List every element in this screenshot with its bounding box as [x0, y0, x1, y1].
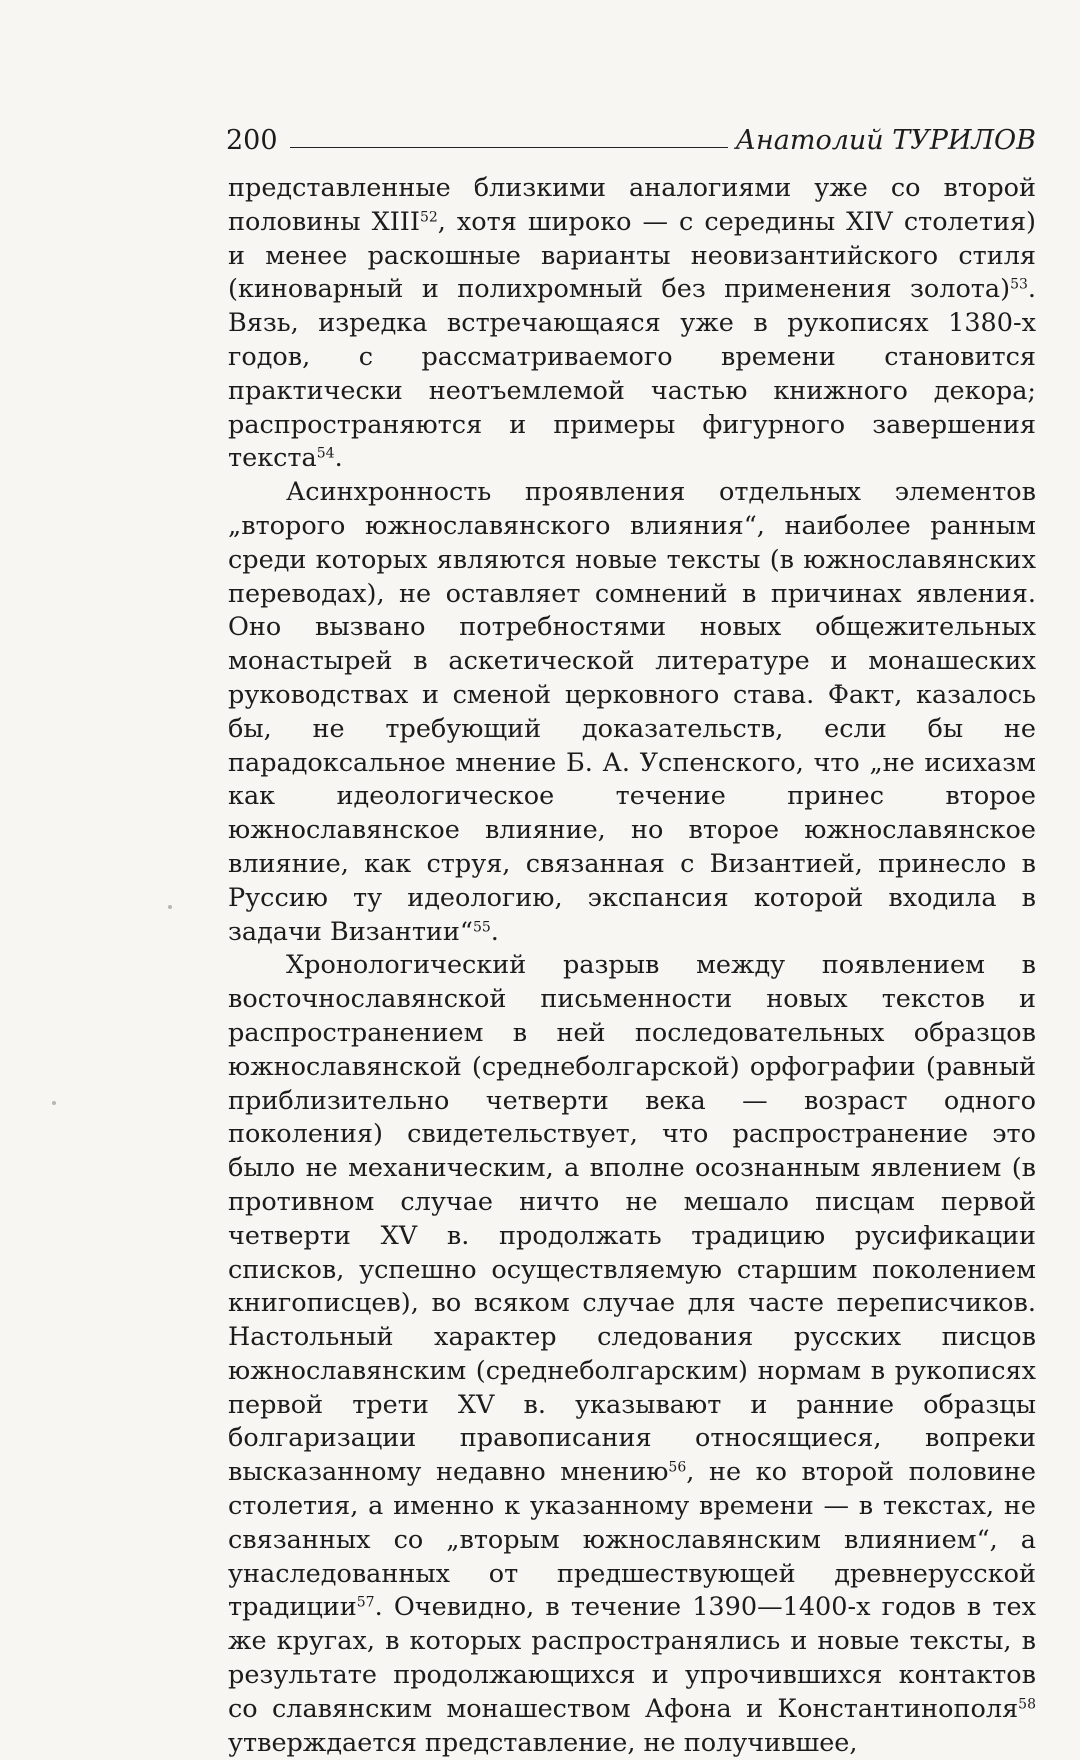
- scan-speck: [168, 905, 172, 909]
- text-run: Хронологический разрыв между появлением в восточнославянской письменности новых текстов и распространением в ней последовательных образцов южнославянской (среднеболгарской) орфографии (равный приблизительно четверти века — возраст одного поколения) свидетельствует, что распространение это было не механическим, а вполне осознанным явлением (в противном случае ничто не мешало писцам первой четверти XV в. продолжать традицию русификации списков, успешно осуществляемую старшим поколением книгописцев), во всяком случае для часте переписчиков. Настольный характер следования русских писцов южнославянским (среднеболгарским) нормам в рукописях первой трети XV в. указывают и ранние образцы болгаризации правописания относящиеся, вопреки высказанному недавно мнению: [228, 950, 1036, 1488]
- text-run: .: [334, 443, 343, 474]
- header-rule: [290, 147, 728, 148]
- footnote-ref: 55: [472, 919, 491, 936]
- footnote-ref: 52: [419, 209, 438, 226]
- footnote-ref: 56: [668, 1459, 687, 1476]
- paragraph: [228, 949, 1036, 1760]
- scan-speck: [52, 1101, 56, 1105]
- text-run: . Очевидно, в течение 1390—1400-х годов в тех же кругах, в которых распространялись и новые тексты, в результате продолжающихся и упрочившихся контактов со славянским монашеством Афона и Константинополя: [228, 1592, 1036, 1724]
- page-number: 200: [226, 125, 278, 156]
- text-run: , хотя широко — с середины XIV столетия) и менее раскошные варианты неовизантийского стиля (киноварный и полихромный без применения золота): [228, 206, 1036, 305]
- text-run: Асинхронность проявления отдельных элементов „второго южнославянского влияния“, наиболее ранным среди которых являются новые тексты (в южнославянских переводах), не оставляет сомнений в причинах явления. Оно вызвано потребностями новых общежительных монастырей в аскетической литературе и монашеских руководствах и сменой церковного става. Факт, казалось бы, не требующий доказательств, если бы не парадоксальное мнение Б. А. Успенского, что „не исихазм как идеологическое течение принес второе южнославянское влияние, но второе южнославянское влияние, как струя, связанная с Византией, принесло в Руссию ту идеологию, экспансия которой входила в задачи Византии“: [228, 477, 1036, 947]
- text-run: , не ко второй половине столетия, а именно к указанному времени — в текстах, не связанных со „вторым южнославянским влиянием“, а унаследованных от предшествующей древнерусской традиции: [228, 1457, 1036, 1623]
- footnote-ref: 53: [1010, 277, 1028, 293]
- paragraph: [228, 172, 1036, 476]
- text-run: представленные близкими аналогиями уже со второй половины XIII: [228, 173, 1036, 237]
- running-header: [226, 114, 1036, 154]
- text-run: . Вязь, изредка встречающаяся уже в рукописях 1380-х годов, с рассматриваемого времени становится практически неотъемлемой частью книжного декора; распространяются и примеры фигурного завершения текста: [228, 274, 1036, 474]
- body-text: [228, 172, 1036, 1760]
- text-run: утверждается представление, не получившее,: [228, 1727, 858, 1758]
- footnote-ref: 54: [316, 445, 335, 462]
- running-author: Анатолий ТУРИЛОВ: [735, 125, 1036, 156]
- paragraph: [228, 476, 1036, 949]
- footnote-ref: 57: [356, 1595, 375, 1612]
- text-run: .: [490, 916, 499, 947]
- footnote-ref: 58: [1018, 1696, 1036, 1713]
